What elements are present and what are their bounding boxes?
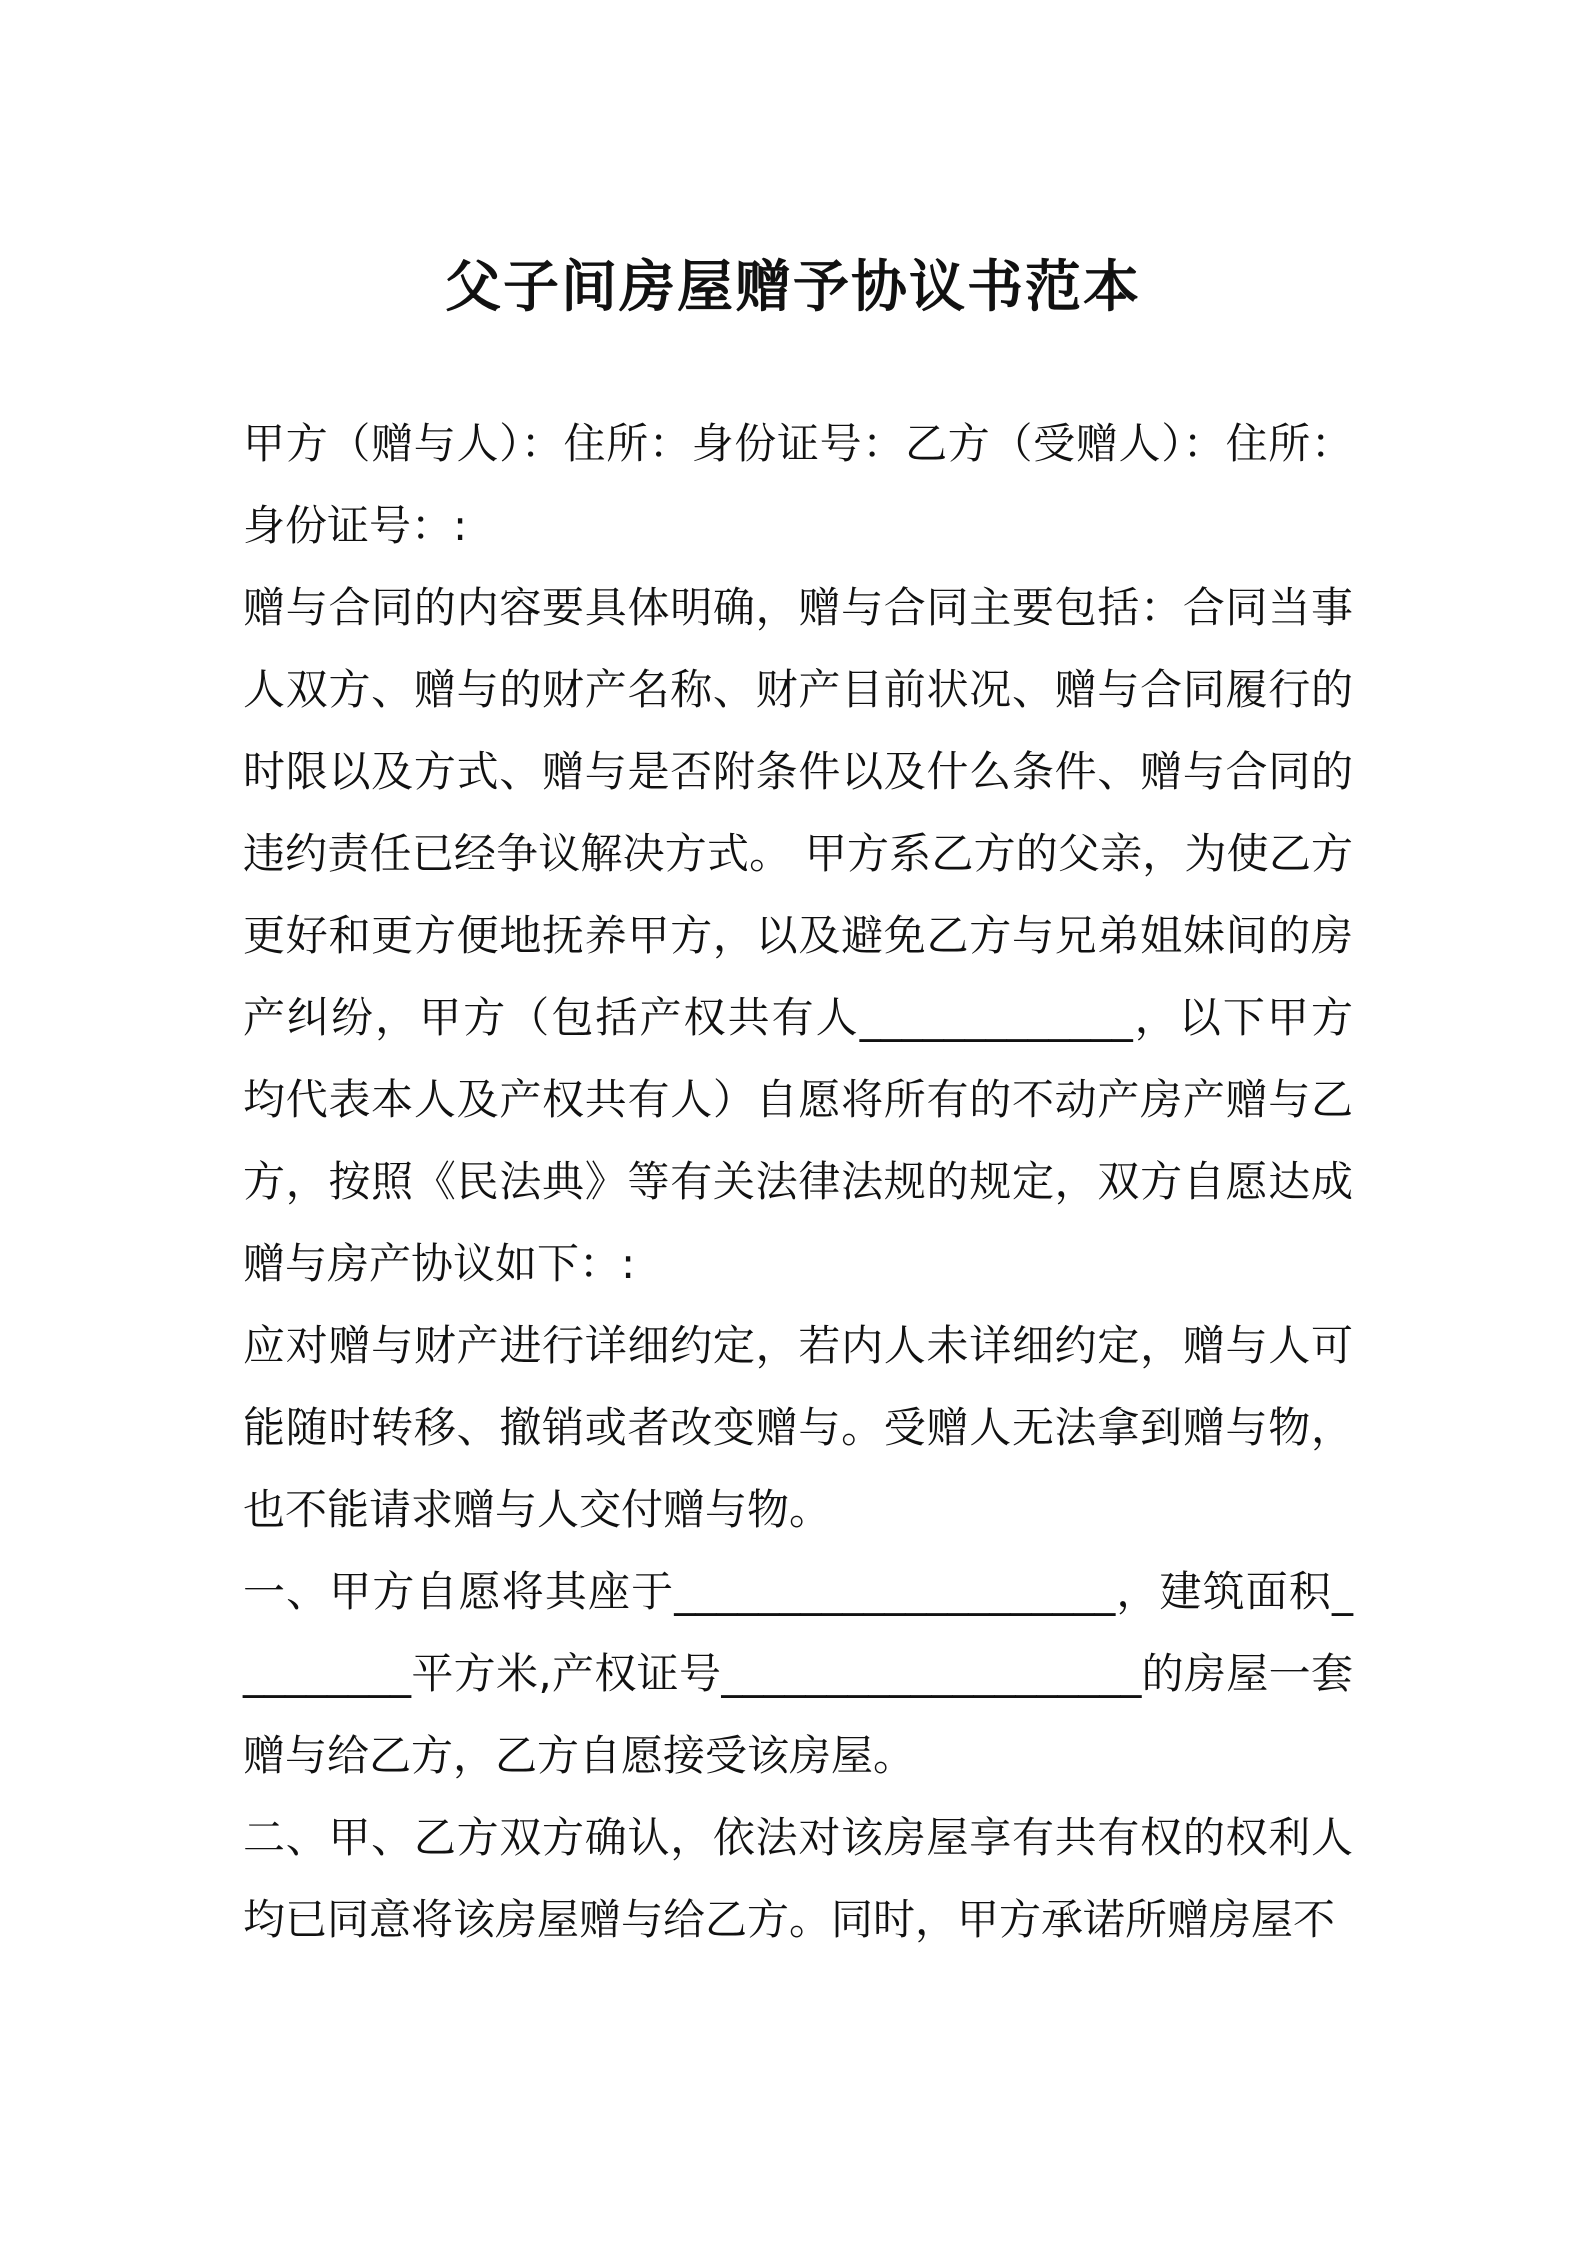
- paragraph-parties: 甲方（赠与人）：住所：身份证号：乙方（受赠人）：住所：身份证号：:: [243, 419, 1353, 550]
- paragraph-note: 应对赠与财产进行详细约定，若内人未详细约定，赠与人可能随时转移、撤销或者改变赠与。受赠人无法拿到赠与物，也不能请求赠与人交付赠与物。: [243, 1321, 1353, 1534]
- clause-two: 二、甲、乙方双方确认，依法对该房屋享有共有权的权利人均已同意将该房屋赠与给乙方。同时，甲方承诺所赠房屋不: [243, 1813, 1353, 1944]
- paragraph-intro: 赠与合同的内容要具体明确，赠与合同主要包括：合同当事人双方、赠与的财产名称、财产目前状况、赠与合同履行的时限以及方式、赠与是否附条件以及什么条件、赠与合同的违约责任已经争议解决方式。 甲方系乙方的父亲，为使乙方更好和更方便地抚养甲方，以及避免乙方与兄弟姐妹间的房产纠纷，甲方（包括产权共有人_____________，以下甲方均代表本人及产权共有人）自愿将所有的不动产房产赠与乙方，按照《民法典》等有关法律法规的规定，双方自愿达成赠与房产协议如下：:: [243, 583, 1353, 1288]
- clause-one: 一、甲方自愿将其座于_____________________，建筑面积_________平方米,产权证号____________________的房屋一套赠与给乙方，乙方自愿接受该房屋。: [243, 1567, 1353, 1780]
- document-body: [243, 403, 1353, 1961]
- document-title: 父子间房屋赠予协议书范本: [445, 255, 1141, 320]
